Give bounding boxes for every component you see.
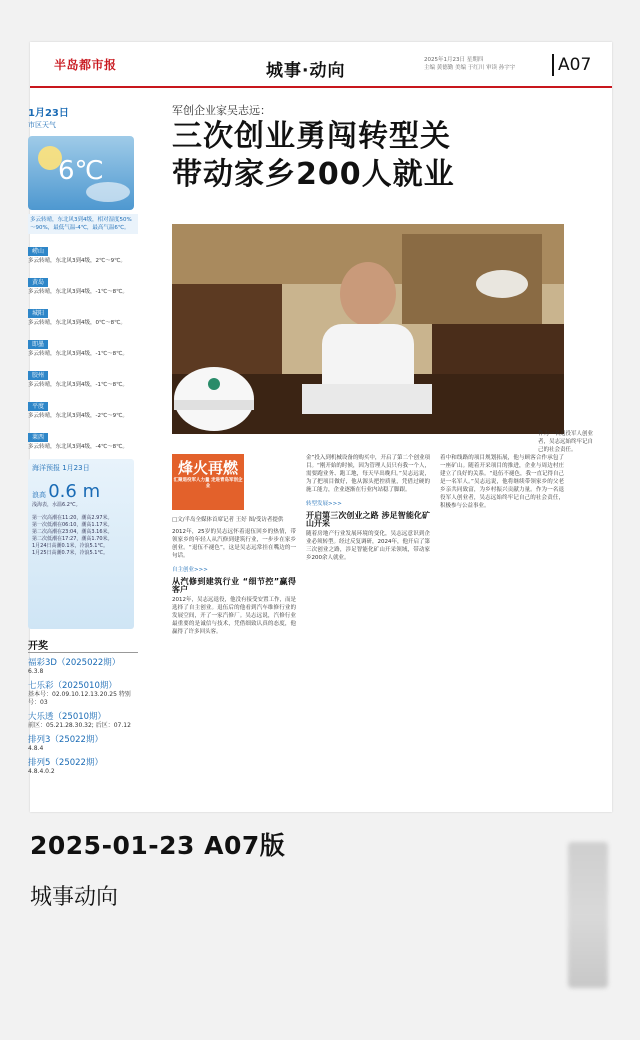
city-forecast-text: 多云转晴，东北风3到4级，-4℃～8℃。 [28,444,128,450]
city-name: 胶州 [28,371,48,380]
lottery-numbers: 4.8.4 [28,745,44,752]
water-temp: 浅海表，水温6.2℃。 [32,502,81,508]
lottery-numbers: 前区：05.21.28.30.32; 后区：07.12 [28,722,131,729]
sea-forecast [28,459,134,629]
lottery-name: 排列5（25022期） [28,758,103,768]
weather-description: 多云转晴，东北风3到4级，相对湿度50%～90%，最低气温-4℃，最高气温6℃。 [28,214,138,234]
article-byline: □文/半岛全媒体首席记者 王好 图/受访者提供 [172,517,284,523]
column-3 [440,454,564,510]
paragraph: 2012年，25岁的吴志远怀着退伍回乡的热情，带领家乡的年轻人从汽修到建筑行业，一步步在家乡创业。“退伍不褪色”，这是吴志远常挂在嘴边的一句话。 [172,529,296,559]
series-badge [172,454,244,510]
city-name: 黄岛 [28,278,48,287]
city-forecast-text: 多云转晴，东北风3到4级，0℃～8℃。 [28,320,126,326]
city-name: 城阳 [28,309,48,318]
city-forecast [28,331,138,358]
subsection-heading-1: 从汽修到建筑行业 “细节控”赢得客户 [172,577,296,594]
subsection-heading-2: 开启第三次创业之路 涉足智能化矿山开采 [306,511,430,528]
tide-line: 第一次低潮在06:10，潮高1.17米。 [32,522,113,528]
badge-title: 烽火再燃 [177,459,238,477]
tide-line: 1月24日高潮0.1米，冷浪5.1℃。 [32,543,109,549]
lottery-name: 七乐彩（2025010期） [28,681,117,691]
headline-area [172,102,572,194]
meta-editors: 主编 黄德勤 美编 于红川 审读 孙宇宇 [424,65,516,71]
section-caption: 城事动向 [30,885,119,910]
subsection-kicker-1: 自主创业>>> [172,567,208,573]
tide-line: 第二次低潮在17:27，潮高1.70米。 [32,536,113,542]
lottery-title: 开奖 [28,637,138,653]
city-name: 崂山 [28,247,48,256]
city-forecast [28,300,138,327]
article-photo [172,224,564,434]
article-body [172,454,564,799]
headline-line-2: 带动家乡200人就业 [172,157,455,192]
paragraph: 2012年，吴志远退役，他没有接受安置工作，而是选择了自主创业。退伍后的他看到汽车维修行业的发展空间，开了一家汽修厂。吴志远说，汽修行业最重要的是诚信与技术，凭借细致认真的态度，他赢得了许多回头客。 [172,597,296,635]
city-forecast [28,238,138,265]
city-name: 即墨 [28,340,48,349]
sea-title: 海洋预报 1月23日 [32,464,90,472]
city-forecast-text: 多云转晴，东北风3到4级，2℃～9℃。 [28,258,126,264]
lottery-name: 福彩3D（2025022期） [28,658,121,668]
page-number: A07 [552,54,591,76]
weather-date: 1月23日 [28,108,69,119]
badge-subtitle: 汇聚退役军人力量 走进青岛军创企业 [173,478,243,489]
paragraph: 着中和线路的项目规划拓展，他与顾客合作承包了一座矿山。随着开采项目的推进，企业与周边村庄建立了良好的关系。“退伍不褪色，我一直记得自己是一名军人。”吴志远说，他将继续带领家乡的父老乡亲共同致富，为乡村振兴贡献力量。作为一名退役军人创业者，吴志远始终牢记自己的社会责任，积极参与公益事业。 [440,455,564,509]
blurred-thumbnail[interactable] [568,842,608,988]
column-1 [172,454,296,636]
section-title: 城事·动向 [266,61,346,81]
city-name: 莱西 [28,433,48,442]
newspaper-page [30,42,612,812]
newspaper-logo: 半岛都市报 [54,58,117,72]
city-forecast-text: 多云转晴，东北风3到4级，-1℃～8℃。 [28,289,128,295]
weather-label: 市区天气 [28,121,56,129]
lottery-numbers: 基本号：02.09.10.12.13.20.25 特别号：03 [28,691,131,706]
meta-date: 2025年1月23日 星期四 [424,57,484,63]
wave-value: 0.6 m [48,481,101,502]
city-forecast [28,362,138,389]
city-forecast-text: 多云转晴，东北风3到4级，-1℃～8℃。 [28,382,128,388]
tide-list [32,515,130,557]
lottery-numbers: 4.8.4.0.2 [28,768,55,775]
column-2 [306,454,430,562]
lottery-name: 排列3（25022期） [28,735,103,745]
edition-caption: 2025-01-23 A07版 [30,831,286,860]
photo-caption: 作为一名退役军人创业者，吴志远始终牢记自己的社会责任。 [538,431,594,453]
city-name: 平度 [28,402,48,411]
temperature-value: 6℃ [58,156,104,186]
masthead [30,42,612,88]
office-portrait-image [172,224,564,434]
city-forecast [28,393,138,420]
tide-line: 1月25日高潮0.7米，冷浪5.1℃。 [32,550,109,556]
tide-line: 第一次高潮在11:20，潮高2.97米。 [32,515,113,521]
paragraph: 随着房地产行业发展环境的变化，吴志远意识到企业必须转型。经过反复调研，2024年，他开启了第三次创业之路，涉足智能化矿山开采领域，带动家乡200余人就业。 [306,531,430,561]
page-meta [424,56,554,72]
city-forecast-text: 多云转晴，东北风3到4级，-2℃～9℃。 [28,413,128,419]
temperature-box [28,136,134,210]
article-kicker: 军创企业家吴志远： [172,104,271,117]
paragraph: 金”投入到机械设备的购买中，开启了第二个创业项目。“刚开始的时候，因为管理人员只有我一个人，需要跑业务、跑工地，每天早出晚归。”吴志远说，为了把项目做好，他从源头把控质量，凭借过硬的施工能力，企业逐渐在行业内站稳了脚跟。 [306,455,430,493]
subsection-kicker-2: 转型发展>>> [306,501,342,507]
wave-height [32,481,130,502]
lottery-name: 大乐透（25010期） [28,712,107,722]
weather-sidebar [28,104,138,794]
wave-label: 浪高 [32,491,46,499]
lottery-list [28,656,138,776]
city-forecast-text: 多云转晴，东北风3到4级，-1℃～8℃。 [28,351,128,357]
city-forecast [28,424,138,451]
tide-line: 第二次高潮在23:04，潮高3.16米。 [32,529,113,535]
city-forecast [28,269,138,296]
lottery-numbers: 6.3.8 [28,668,44,675]
city-forecast-list [28,238,138,451]
headline-line-1: 三次创业勇闯转型关 [172,119,451,154]
